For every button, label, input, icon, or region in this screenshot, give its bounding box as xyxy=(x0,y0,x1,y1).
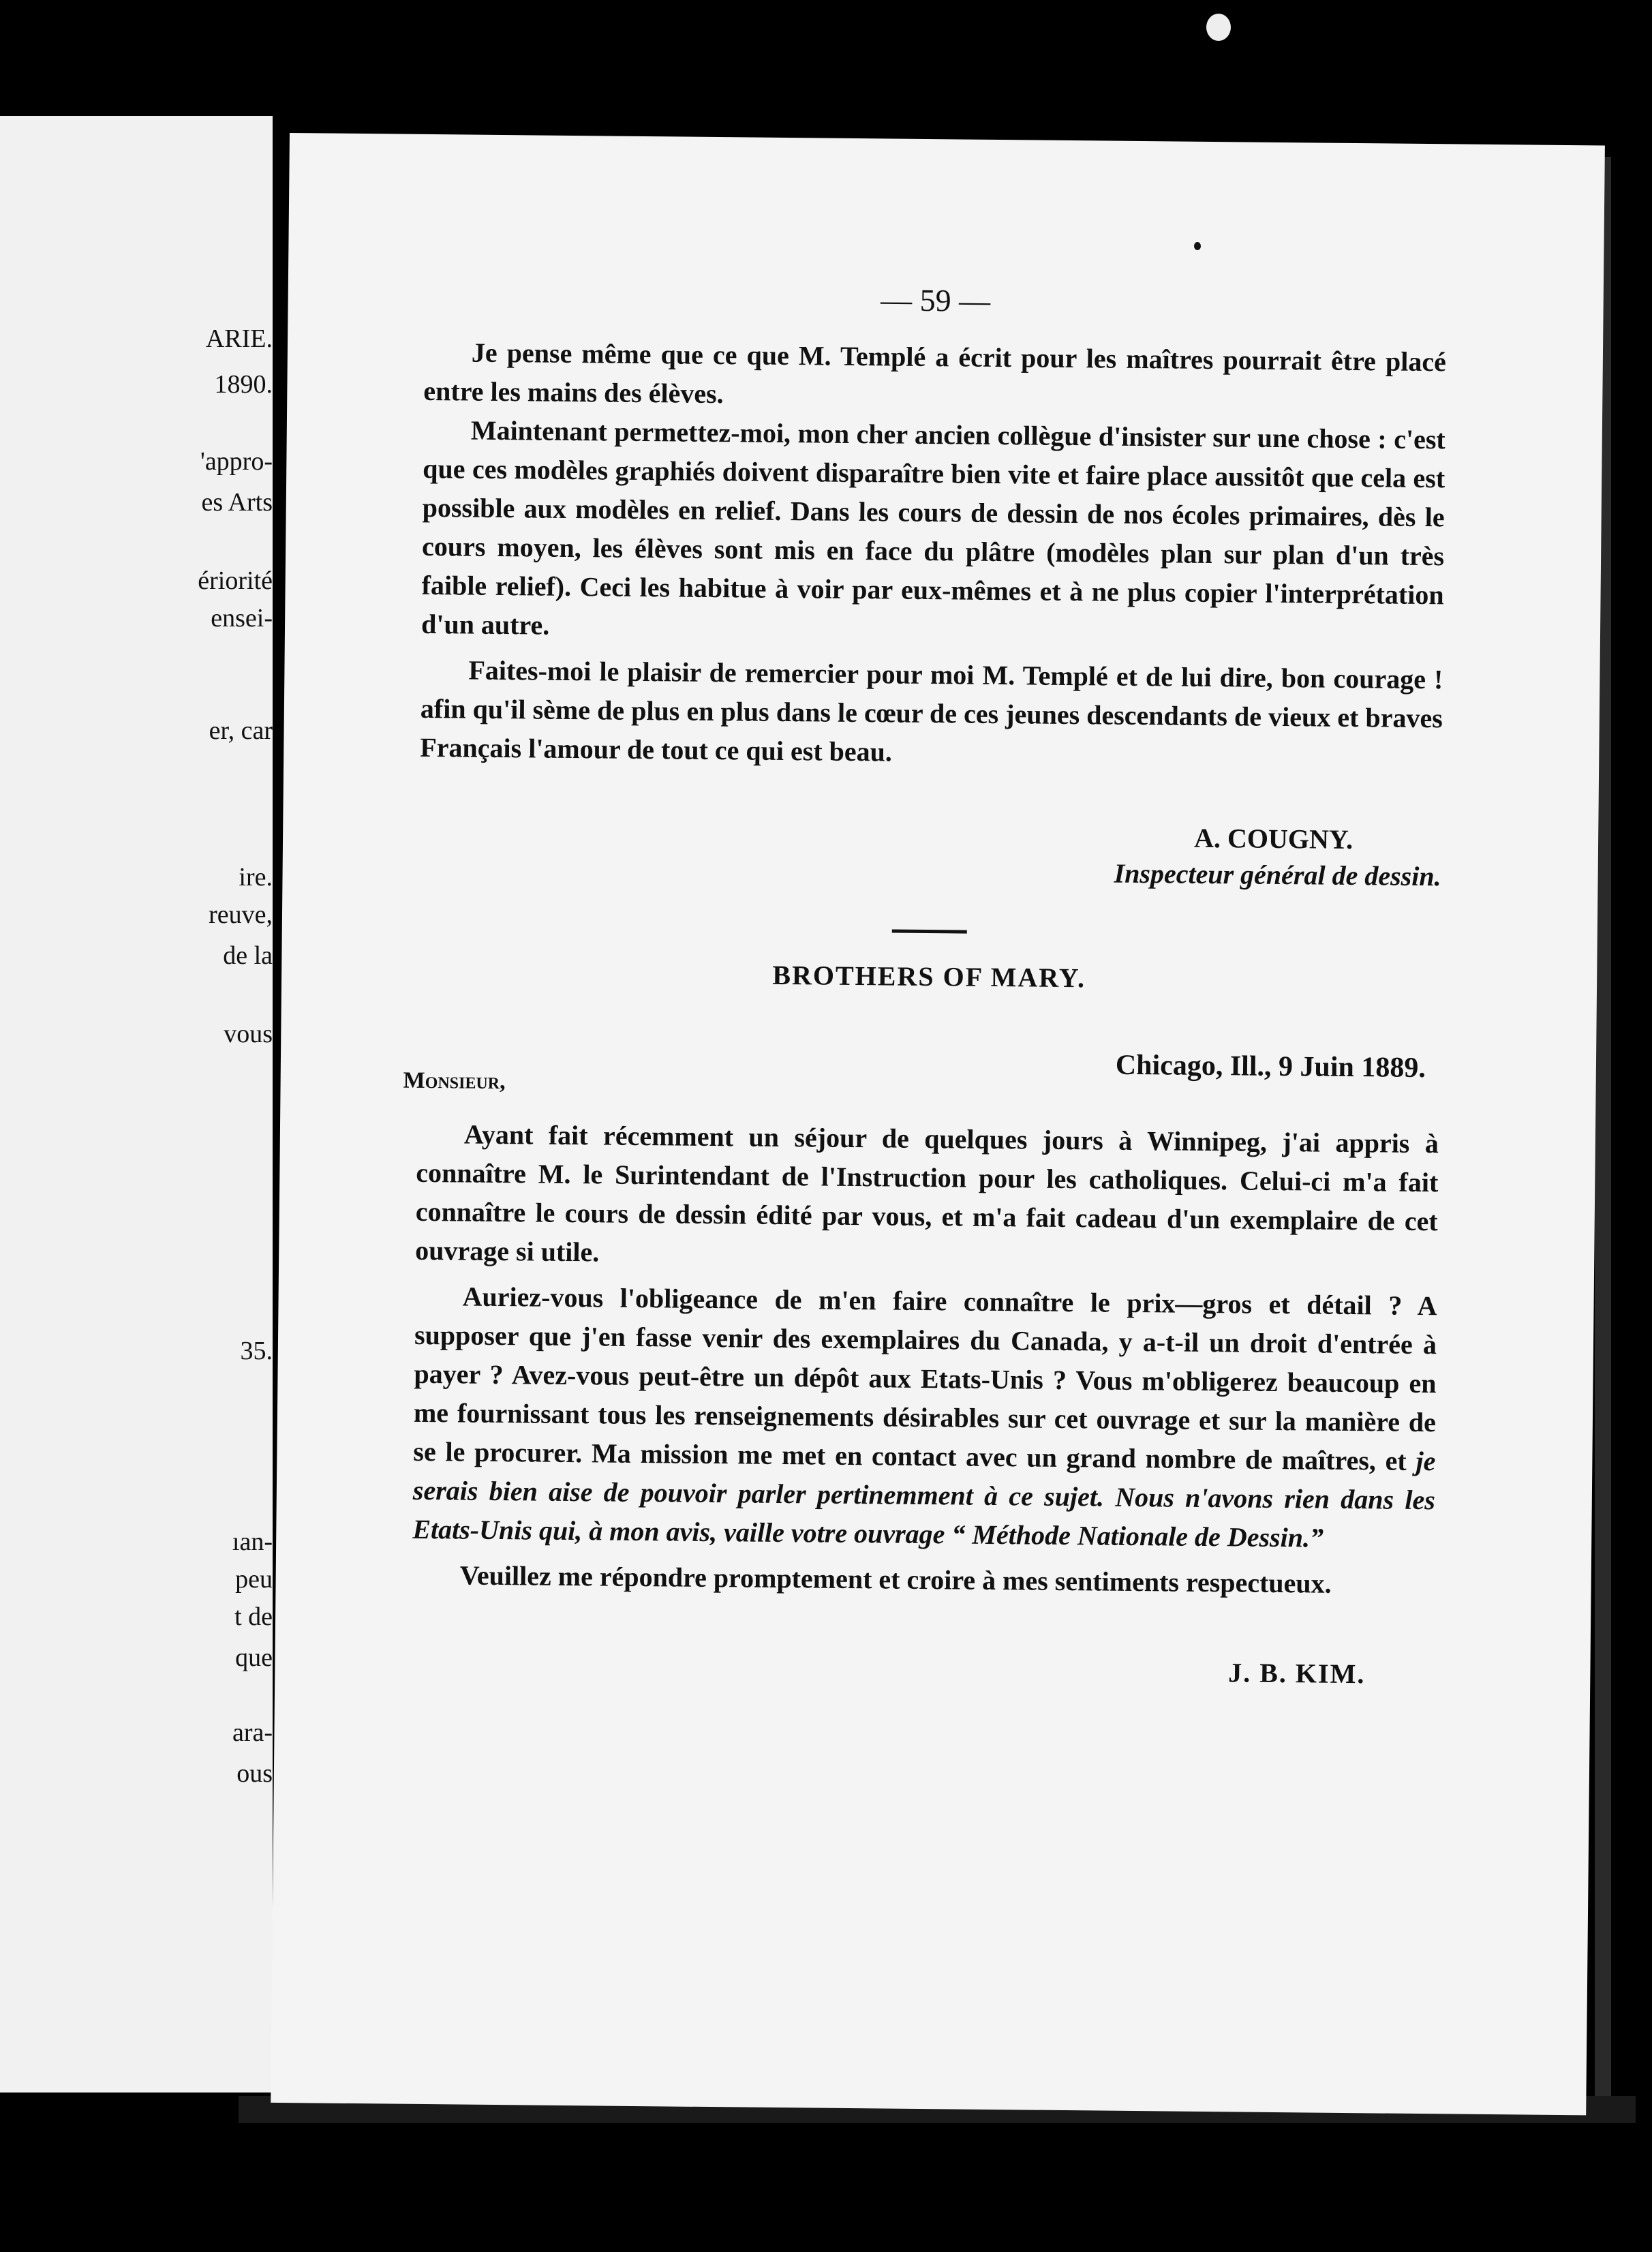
left-fragment-line: ous xyxy=(236,1759,273,1788)
scan-speck xyxy=(1194,242,1201,250)
left-fragment-line: 35. xyxy=(240,1337,273,1365)
cougny-paragraph: Je pense même que ce que M. Templé a écrit pour les maîtres pourrait être placé entre les mains des élèves. xyxy=(423,337,1447,410)
left-fragment-line: ARIE. xyxy=(205,324,273,353)
page-number: — 59 — xyxy=(880,282,991,318)
kim-paragraph: Veuillez me répondre promptement et croire à mes sentiments respectueux. xyxy=(459,1559,1332,1599)
left-fragment-line: ire. xyxy=(239,863,273,892)
scan-speck xyxy=(1206,14,1231,41)
left-page-fragment xyxy=(0,116,273,2093)
kim-signature: J. B. KIM. xyxy=(1228,1657,1366,1690)
left-fragment-line: 1890. xyxy=(214,370,273,399)
section-divider xyxy=(892,930,967,934)
cougny-paragraph: Faites-moi le plaisir de remercier pour moi M. Templé et de lui dire, bon courage ! afin qu'il sème de plus en plus dans le cœur de ces jeunes descendants de vieux et braves Français l'amour de tout ce qui est beau. xyxy=(420,654,1443,767)
right-page xyxy=(271,133,1605,2115)
left-fragment-line: es Arts xyxy=(201,488,273,517)
kim-paragraph: Ayant fait récemment un séjour de quelques jours à Winnipeg, j'ai appris à connaître M. le Surintendant de l'Instruction pour les catholiques. Celui-ci m'a fait connaître le cours de dessin édité par vous, et m'a fait cadeau d'un exemplaire de cet ouvrage si utile. xyxy=(415,1119,1439,1268)
left-fragment-line: reuve, xyxy=(209,900,273,929)
left-fragment-line: 'appro- xyxy=(200,447,273,476)
cougny-signature-title: Inspecteur général de dessin. xyxy=(1114,857,1441,892)
page-body xyxy=(403,277,1447,1690)
left-fragment-line: t de xyxy=(234,1602,273,1631)
left-fragment-line: que xyxy=(235,1643,273,1672)
left-fragment-line: peu xyxy=(235,1565,273,1594)
cougny-paragraph: Maintenant permettez-moi, mon cher ancien collègue d'insister sur une chose : c'est que ces modèles graphiés doivent disparaître bien vite et faire place aussitôt que cela est possible aux modèles en relief. Dans les cours de dessin de nos écoles primaires, dès le cours moyen, les élèves sont mis en face du plâtre (modèles plan sur plan d'un très faible relief). Ceci les habitue à voir par eux-mêmes et à ne plus copier l'interprétation d'un autre. xyxy=(420,414,1446,641)
left-fragment-line: ensei- xyxy=(211,604,273,633)
kim-paragraph-text: Auriez-vous l'obligeance de m'en faire connaître le prix—gros et détail ? A supposer que j'en fasse venir des exemplaires du Canada, y a-t-il un droit d'entrée à payer ? Avez-vous peut-être un dépôt aux Etats-Unis ? Vous m'obligerez beaucoup en me fournissant tous les renseignements désirables sur cet ouvrage et sur la manière de se le procurer. Ma mission me met en contact avec un grand nombre de maîtres, et xyxy=(413,1281,1437,1476)
left-fragment-line: ıan- xyxy=(232,1527,273,1556)
cougny-signature: A. COUGNY. xyxy=(1193,822,1353,855)
left-fragment-line: ara- xyxy=(232,1718,273,1747)
left-fragment-line: de la xyxy=(223,941,273,970)
left-fragment-line: vous xyxy=(224,1020,273,1048)
left-fragment-line: er, car xyxy=(209,716,273,745)
section-heading: BROTHERS OF MARY. xyxy=(772,959,1086,994)
kim-paragraph xyxy=(412,1277,1437,1558)
letter-date: Chicago, Ill., 9 Juin 1889. xyxy=(1115,1049,1426,1084)
left-fragment-line: ériorité xyxy=(198,566,273,595)
letter-salutation: Monsieur, xyxy=(403,1067,506,1095)
kim-paragraph-italic: je serais bien aise de pouvoir parler pertinemment à ce sujet. Nous n'avons rien dans les Etats-Unis qui, à mon avis, vaille votre ouvrage “ Méthode Nationale de Dessin.” xyxy=(412,1445,1436,1553)
